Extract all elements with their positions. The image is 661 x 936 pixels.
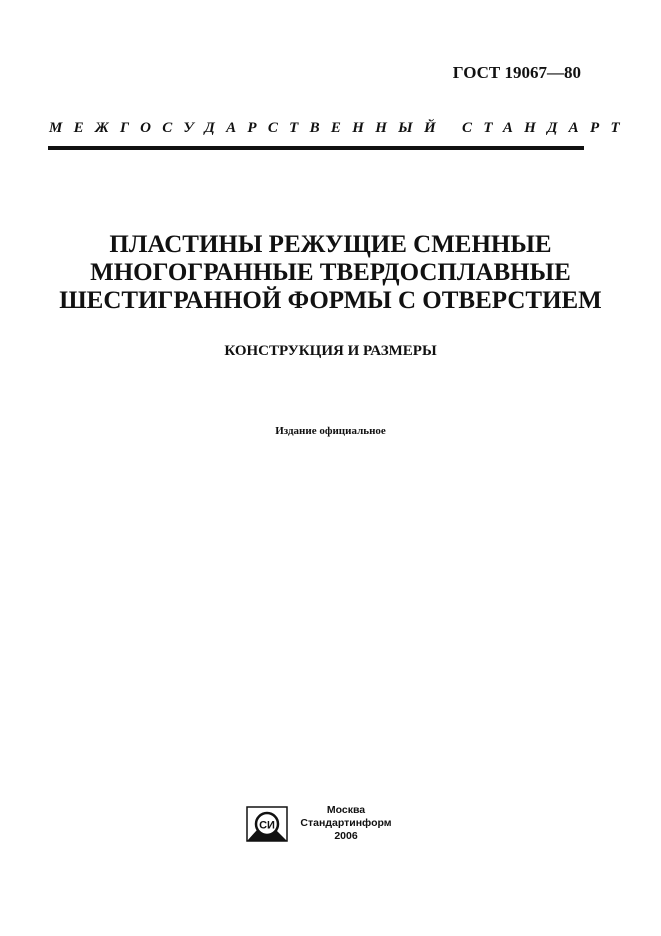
edition-note: Издание официальное	[275, 425, 386, 437]
logo-text: СИ	[259, 819, 275, 832]
publication-year: 2006	[334, 830, 358, 842]
publisher-city: Москва	[326, 804, 366, 816]
standard-type-heading: МЕЖГОСУДАРСТВЕННЫЙ СТАНДАРТ	[49, 120, 631, 136]
title-line: МНОГОГРАННЫЕ ТВЕРДОСПЛАВНЫЕ	[90, 259, 571, 286]
title-line: ШЕСТИГРАННОЙ ФОРМЫ С ОТВЕРСТИЕМ	[59, 287, 602, 314]
standartinform-logo-icon	[246, 806, 288, 842]
title-line: ПЛАСТИНЫ РЕЖУЩИЕ СМЕННЫЕ	[109, 231, 552, 258]
standard-number: ГОСТ 19067—80	[452, 63, 581, 82]
header-divider	[48, 146, 584, 150]
publisher-name: Стандартинформ	[300, 817, 392, 829]
publisher-info	[296, 804, 396, 843]
document-subtitle: КОНСТРУКЦИЯ И РАЗМЕРЫ	[224, 343, 437, 359]
document-title	[0, 231, 661, 315]
